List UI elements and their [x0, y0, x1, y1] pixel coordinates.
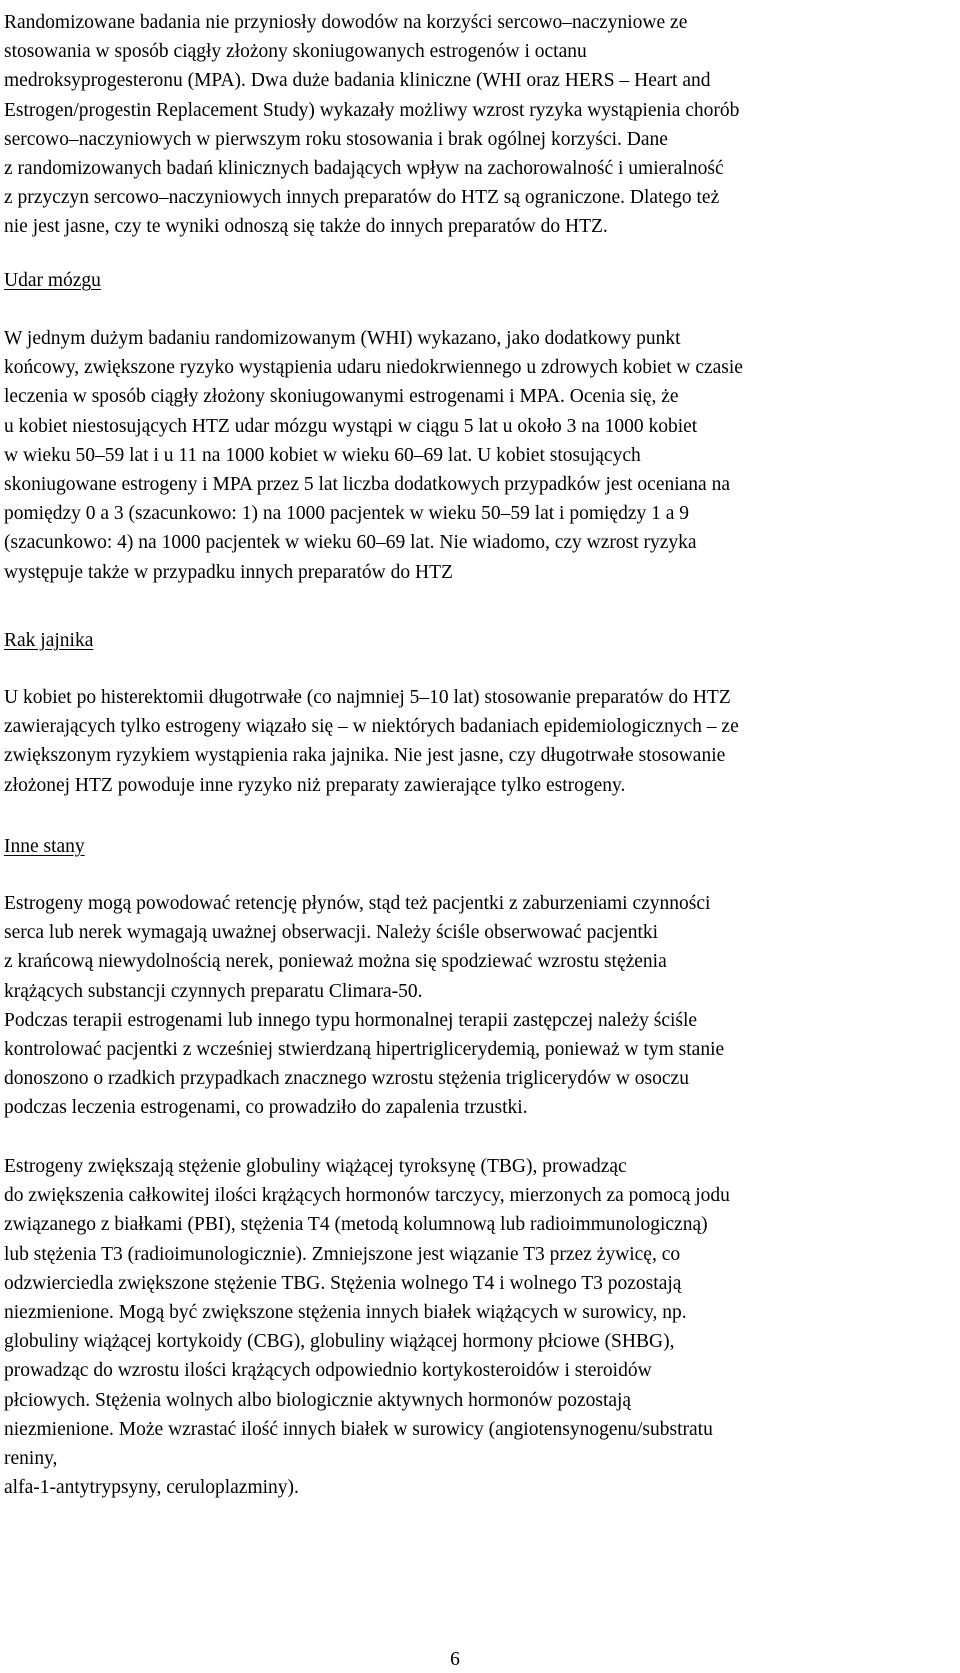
text-line: podczas leczenia estrogenami, co prowadziło do zapalenia trzustki. [4, 1097, 528, 1119]
text-line: U kobiet po histerektomii długotrwałe (co najmniej 5–10 lat) stosowanie preparatów do HTZ [4, 687, 731, 708]
text-line: stosowania w sposób ciągły złożony skoniugowanych estrogenów i octanu [4, 41, 587, 63]
text-line: alfa-1-antytrypsyny, ceruloplazminy). [4, 1477, 299, 1499]
text-line: sercowo–naczyniowych w pierwszym roku stosowania i brak ogólnej korzyści. Dane [4, 128, 668, 150]
text-line: płciowych. Stężenia wolnych albo biologicznie aktywnych hormonów pozostają [4, 1389, 632, 1411]
text-line: pomiędzy 0 a 3 (szacunkowo: 1) na 1000 pacjentek w wieku 50–59 lat i pomiędzy 1 a 9 [4, 503, 690, 525]
heading-stroke: Udar mózgu [4, 270, 101, 291]
heading-other-conditions: Inne stany [4, 836, 85, 857]
text-line: prowadząc do wzrostu ilości krążących odpowiednio kortykosteroidów i steroidów [4, 1360, 652, 1382]
text-line: do zwiększenia całkowitej ilości krążących hormonów tarczycy, mierzonych za pomocą jodu [4, 1185, 730, 1207]
text-line: krążących substancji czynnych preparatu Climara-50. [4, 980, 423, 1002]
text-line: z randomizowanych badań klinicznych badających wpływ na zachorowalność i umieralność [4, 157, 724, 179]
text-line: zwiększonym ryzykiem wystąpienia raka jajnika. Nie jest jasne, czy długotrwałe stosowanie [4, 745, 726, 767]
page-number: 6 [450, 1649, 460, 1670]
text-line: donoszono o rzadkich przypadkach znacznego wzrostu stężenia triglicerydów w osoczu [4, 1068, 689, 1090]
paragraph-ovarian-cancer [4, 683, 950, 800]
text-line: (szacunkowo: 4) na 1000 pacjentek w wieku 60–69 lat. Nie wiadomo, czy wzrost ryzyka [4, 532, 697, 554]
paragraph-other-conditions [4, 889, 950, 1123]
paragraph-thyroid-binding [4, 1152, 950, 1502]
text-line: globuliny wiążącej kortykoidy (CBG), globuliny wiążącej hormony płciowe (SHBG), [4, 1331, 675, 1353]
text-line: lub stężenia T3 (radioimunologicznie). Zmniejszone jest wiązanie T3 przez żywicę, co [4, 1243, 681, 1265]
text-line: leczenia w sposób ciągły złożony skoniugowanymi estrogenami i MPA. Ocenia się, że [4, 386, 679, 408]
text-line: medroksyprogesteronu (MPA). Dwa duże badania kliniczne (WHI oraz HERS – Heart and [4, 70, 711, 92]
text-line: odzwierciedla zwiększone stężenie TBG. Stężenia wolnego T4 i wolnego T3 pozostają [4, 1272, 682, 1294]
text-line: Estrogeny mogą powodować retencję płynów, stąd też pacjentki z zaburzeniami czynności [4, 893, 711, 914]
text-line: w wieku 50–59 lat i u 11 na 1000 kobiet w wieku 60–69 lat. U kobiet stosujących [4, 444, 641, 466]
text-line: Podczas terapii estrogenami lub innego typu hormonalnej terapii zastępczej należy ściśle [4, 1009, 698, 1031]
text-line: skoniugowane estrogeny i MPA przez 5 lat liczba dodatkowych przypadków jest oceniana na [4, 473, 730, 495]
heading-ovarian-cancer: Rak jajnika [4, 630, 94, 651]
text-line: reniny, [4, 1447, 58, 1469]
text-line: z przyczyn sercowo–naczyniowych innych preparatów do HTZ są ograniczone. Dlatego też [4, 187, 720, 209]
paragraph-stroke [4, 324, 950, 587]
text-line: złożonej HTZ powoduje inne ryzyko niż preparaty zawierające tylko estrogeny. [4, 774, 626, 796]
text-line: W jednym dużym badaniu randomizowanym (WHI) wykazano, jako dodatkowy punkt [4, 328, 681, 349]
text-line: Estrogeny zwiększają stężenie globuliny wiążącej tyroksynę (TBG), prowadząc [4, 1156, 627, 1177]
paragraph-cardiovascular [4, 8, 950, 242]
text-line: nie jest jasne, czy te wyniki odnoszą się także do innych preparatów do HTZ. [4, 216, 608, 238]
text-line: serca lub nerek wymagają uważnej obserwacji. Należy ściśle obserwować pacjentki [4, 922, 659, 944]
text-line: niezmienione. Może wzrastać ilość innych białek w surowicy (angiotensynogenu/substratu [4, 1418, 713, 1440]
text-line: zawierających tylko estrogeny wiązało się – w niektórych badaniach epidemiologicznych – ze [4, 716, 739, 738]
text-line: Estrogen/progestin Replacement Study) wykazały możliwy wzrost ryzyka wystąpienia chorób [4, 99, 740, 121]
text-line: u kobiet niestosujących HTZ udar mózgu wystąpi w ciągu 5 lat u około 3 na 1000 kobiet [4, 415, 698, 437]
text-line: niezmienione. Mogą być zwiększone stężenia innych białek wiążących w surowicy, np. [4, 1301, 687, 1323]
text-line: Randomizowane badania nie przyniosły dowodów na korzyści sercowo–naczyniowe ze [4, 12, 688, 33]
text-line: kontrolować pacjentki z wcześniej stwierdzaną hipertriglicerydemią, ponieważ w tym stanie [4, 1038, 725, 1060]
text-line: związanego z białkami (PBI), stężenia T4 (metodą kolumnową lub radioimmunologiczną) [4, 1214, 708, 1236]
text-line: z krańcową niewydolnością nerek, ponieważ można się spodziewać wzrostu stężenia [4, 951, 667, 973]
text-line: występuje także w przypadku innych preparatów do HTZ [4, 561, 453, 583]
text-line: końcowy, zwiększone ryzyko wystąpienia udaru niedokrwiennego u zdrowych kobiet w czasie [4, 357, 743, 379]
